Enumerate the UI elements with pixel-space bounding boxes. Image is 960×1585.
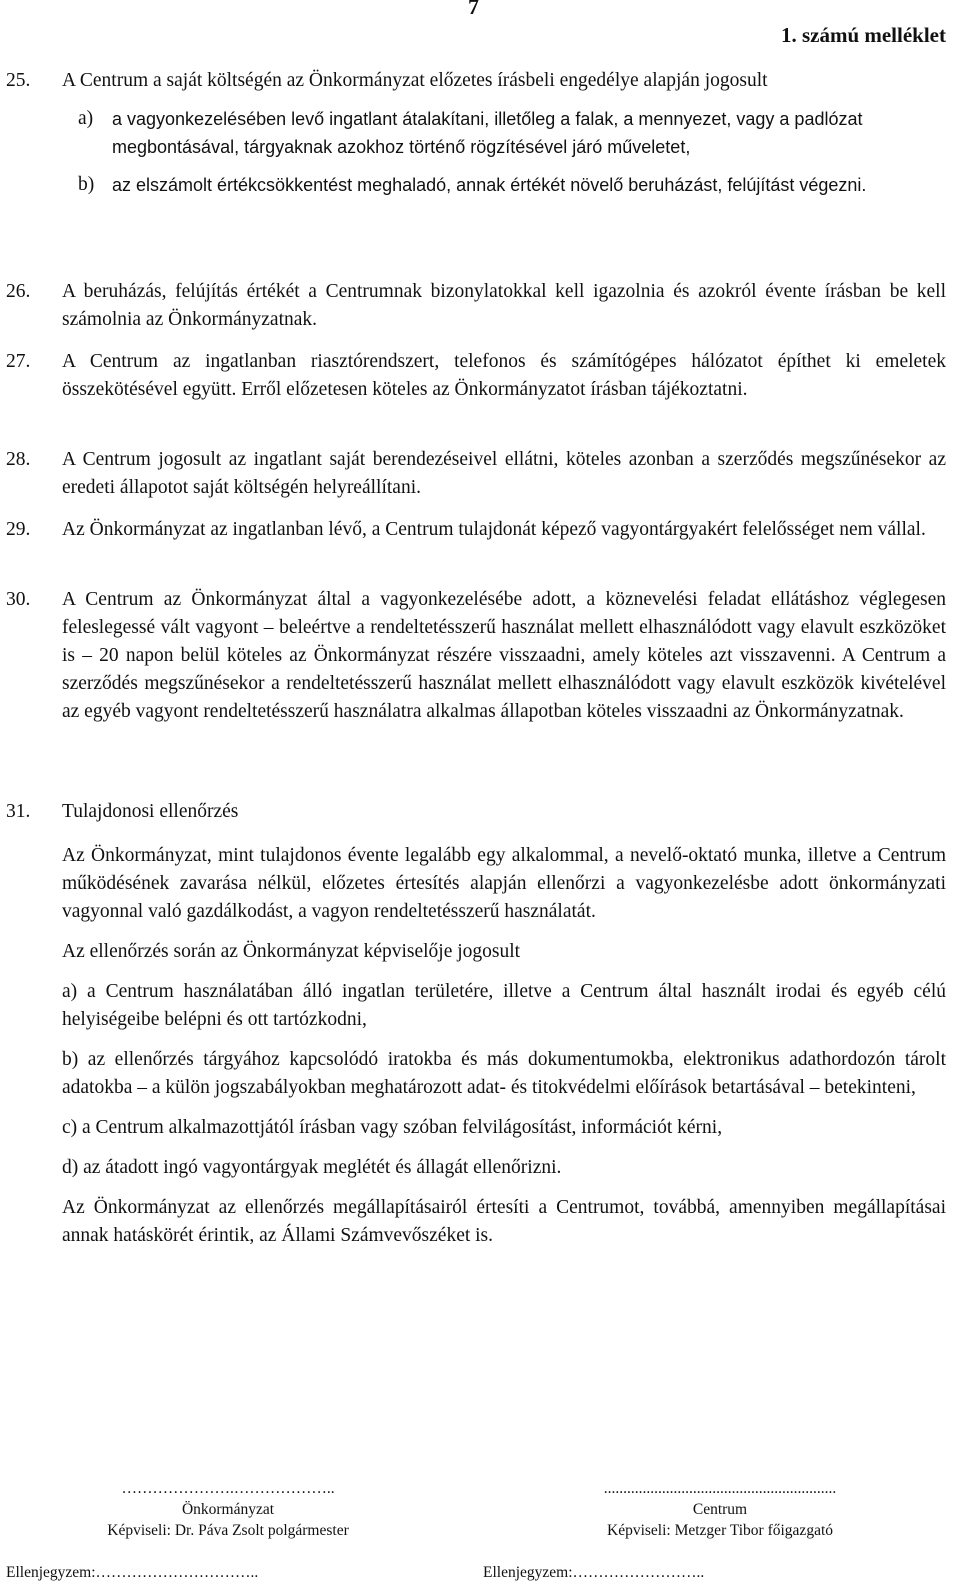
- signature-line: ............................................................: [603, 1480, 837, 1497]
- section-30: [6, 586, 946, 726]
- sub-item-b: [78, 171, 946, 199]
- section-number: 26.: [6, 281, 31, 302]
- section-text: A beruházás, felújítás értékét a Centrumnak bizonylatokkal kell igazolnia és azokról évente írásban be kell számolnia az Önkormányzatnak.: [62, 281, 946, 330]
- section-number: 28.: [6, 449, 31, 470]
- section-31: [6, 798, 946, 1250]
- item-text: az elszámolt értékcsökkentést meghaladó, annak értékét növelő beruházást, felújítást végezni.: [112, 175, 867, 195]
- list-item: c) a Centrum alkalmazottjától írásban vagy szóban felvilágosítást, információt kérni,: [62, 1117, 723, 1138]
- signatory-party: Centrum: [692, 1501, 748, 1518]
- section-text: Az Önkormányzat az ellenőrzés megállapításairól értesíti a Centrumot, továbbá, amennyiben megállapításai annak hatáskörét érintik, az Állami Számvevőszéket is.: [62, 1197, 946, 1246]
- signature-left: [58, 1478, 398, 1541]
- section-number: 27.: [6, 351, 31, 372]
- section-26: [6, 278, 946, 334]
- page-number: 7: [468, 0, 479, 19]
- list-item: a) a Centrum használatában álló ingatlan területére, illetve a Centrum által használt irodai és egyéb célú helyiségeibe belépni és ott tartózkodni,: [62, 981, 946, 1030]
- section-text: A Centrum jogosult az ingatlant saját berendezéseivel ellátni, köteles azonban a szerződés megszűnésekor az eredeti állapotot saját költségén helyreállítani.: [62, 449, 946, 498]
- signatory-party: Önkormányzat: [181, 1501, 275, 1518]
- section-27: [6, 348, 946, 404]
- signatory-representative: Képviseli: Dr. Páva Zsolt polgármester: [107, 1522, 349, 1539]
- section-title: Tulajdonosi ellenőrzés: [62, 801, 239, 822]
- section-text: A Centrum az Önkormányzat által a vagyonkezelésébe adott, a köznevelési feladat ellátáshoz véglegesen feleslegessé vált vagyont – beleértve a rendeltetésszerű használat mellett elhasználódott vagy elavult eszközöket is – 20 napon belül köteles az Önkormányzat részére visszaadni, amely köteles azt visszavenni. A Centrum a szerződés megszűnésekor a rendeltetésszerű használat mellett elhasználódott vagy elavult eszközök kivételével az egyéb vagyont rendeltetésszerű használatra alkalmas állapotban köteles visszaadni az Önkormányzatnak.: [62, 589, 946, 722]
- signature-line: ………………….………………..: [121, 1480, 335, 1497]
- list-item: d) az átadott ingó vagyontárgyak meglétét és állagát ellenőrizni.: [62, 1157, 562, 1178]
- countersign-right: Ellenjegyzem:……………………..: [483, 1564, 705, 1581]
- section-number: 29.: [6, 519, 31, 540]
- section-text: A Centrum az ingatlanban riasztórendszert, telefonos és számítógépes hálózatot építhet ki emeletek összekötésével együtt. Erről előzetesen köteles az Önkormányzatot írásban tájékoztatni.: [62, 351, 946, 400]
- list-item: b) az ellenőrzés tárgyához kapcsolódó iratokba és más dokumentumokba, elektronikus adathordozón tárolt adatokba – a külön jogszabályokban meghatározott adat- és titokvédelmi előírások betartásával – betekinteni,: [62, 1049, 946, 1098]
- section-28: [6, 446, 946, 502]
- section-text: Az ellenőrzés során az Önkormányzat képviselője jogosult: [62, 941, 521, 962]
- countersign-left: Ellenjegyzem:…………………………..: [6, 1564, 259, 1581]
- section-number: 25.: [6, 70, 31, 91]
- item-text: a vagyonkezelésében levő ingatlant átalakítani, illetőleg a falak, a mennyezet, vagy a padlózat megbontásával, tárgyaknak azokhoz történő rögzítésével járó műveletet,: [112, 109, 863, 157]
- signature-right: [540, 1478, 900, 1541]
- section-text: Az Önkormányzat az ingatlanban lévő, a Centrum tulajdonát képező vagyontárgyakért felelősséget nem vállal.: [62, 519, 926, 540]
- section-29: [6, 516, 946, 544]
- section-text: A Centrum a saját költségén az Önkormányzat előzetes írásbeli engedélye alapján jogosult: [62, 70, 768, 91]
- sub-item-a: [78, 105, 946, 161]
- signatory-representative: Képviseli: Metzger Tibor főigazgató: [607, 1522, 833, 1539]
- section-25: [6, 67, 946, 199]
- section-number: 30.: [6, 589, 31, 610]
- item-label: b): [78, 174, 95, 195]
- annex-title: 1. számú melléklet: [780, 23, 946, 47]
- item-label: a): [78, 108, 94, 129]
- section-text: Az Önkormányzat, mint tulajdonos évente legalább egy alkalommal, a nevelő-oktató munka, illetve a Centrum működésének zavarása nélkül, előzetes értesítés alapján ellenőrzi a vagyonkezelésbe adott önkormányzati vagyonnal való gazdálkodást, a vagyon rendeltetésszerű használatát.: [62, 845, 946, 922]
- section-number: 31.: [6, 801, 31, 822]
